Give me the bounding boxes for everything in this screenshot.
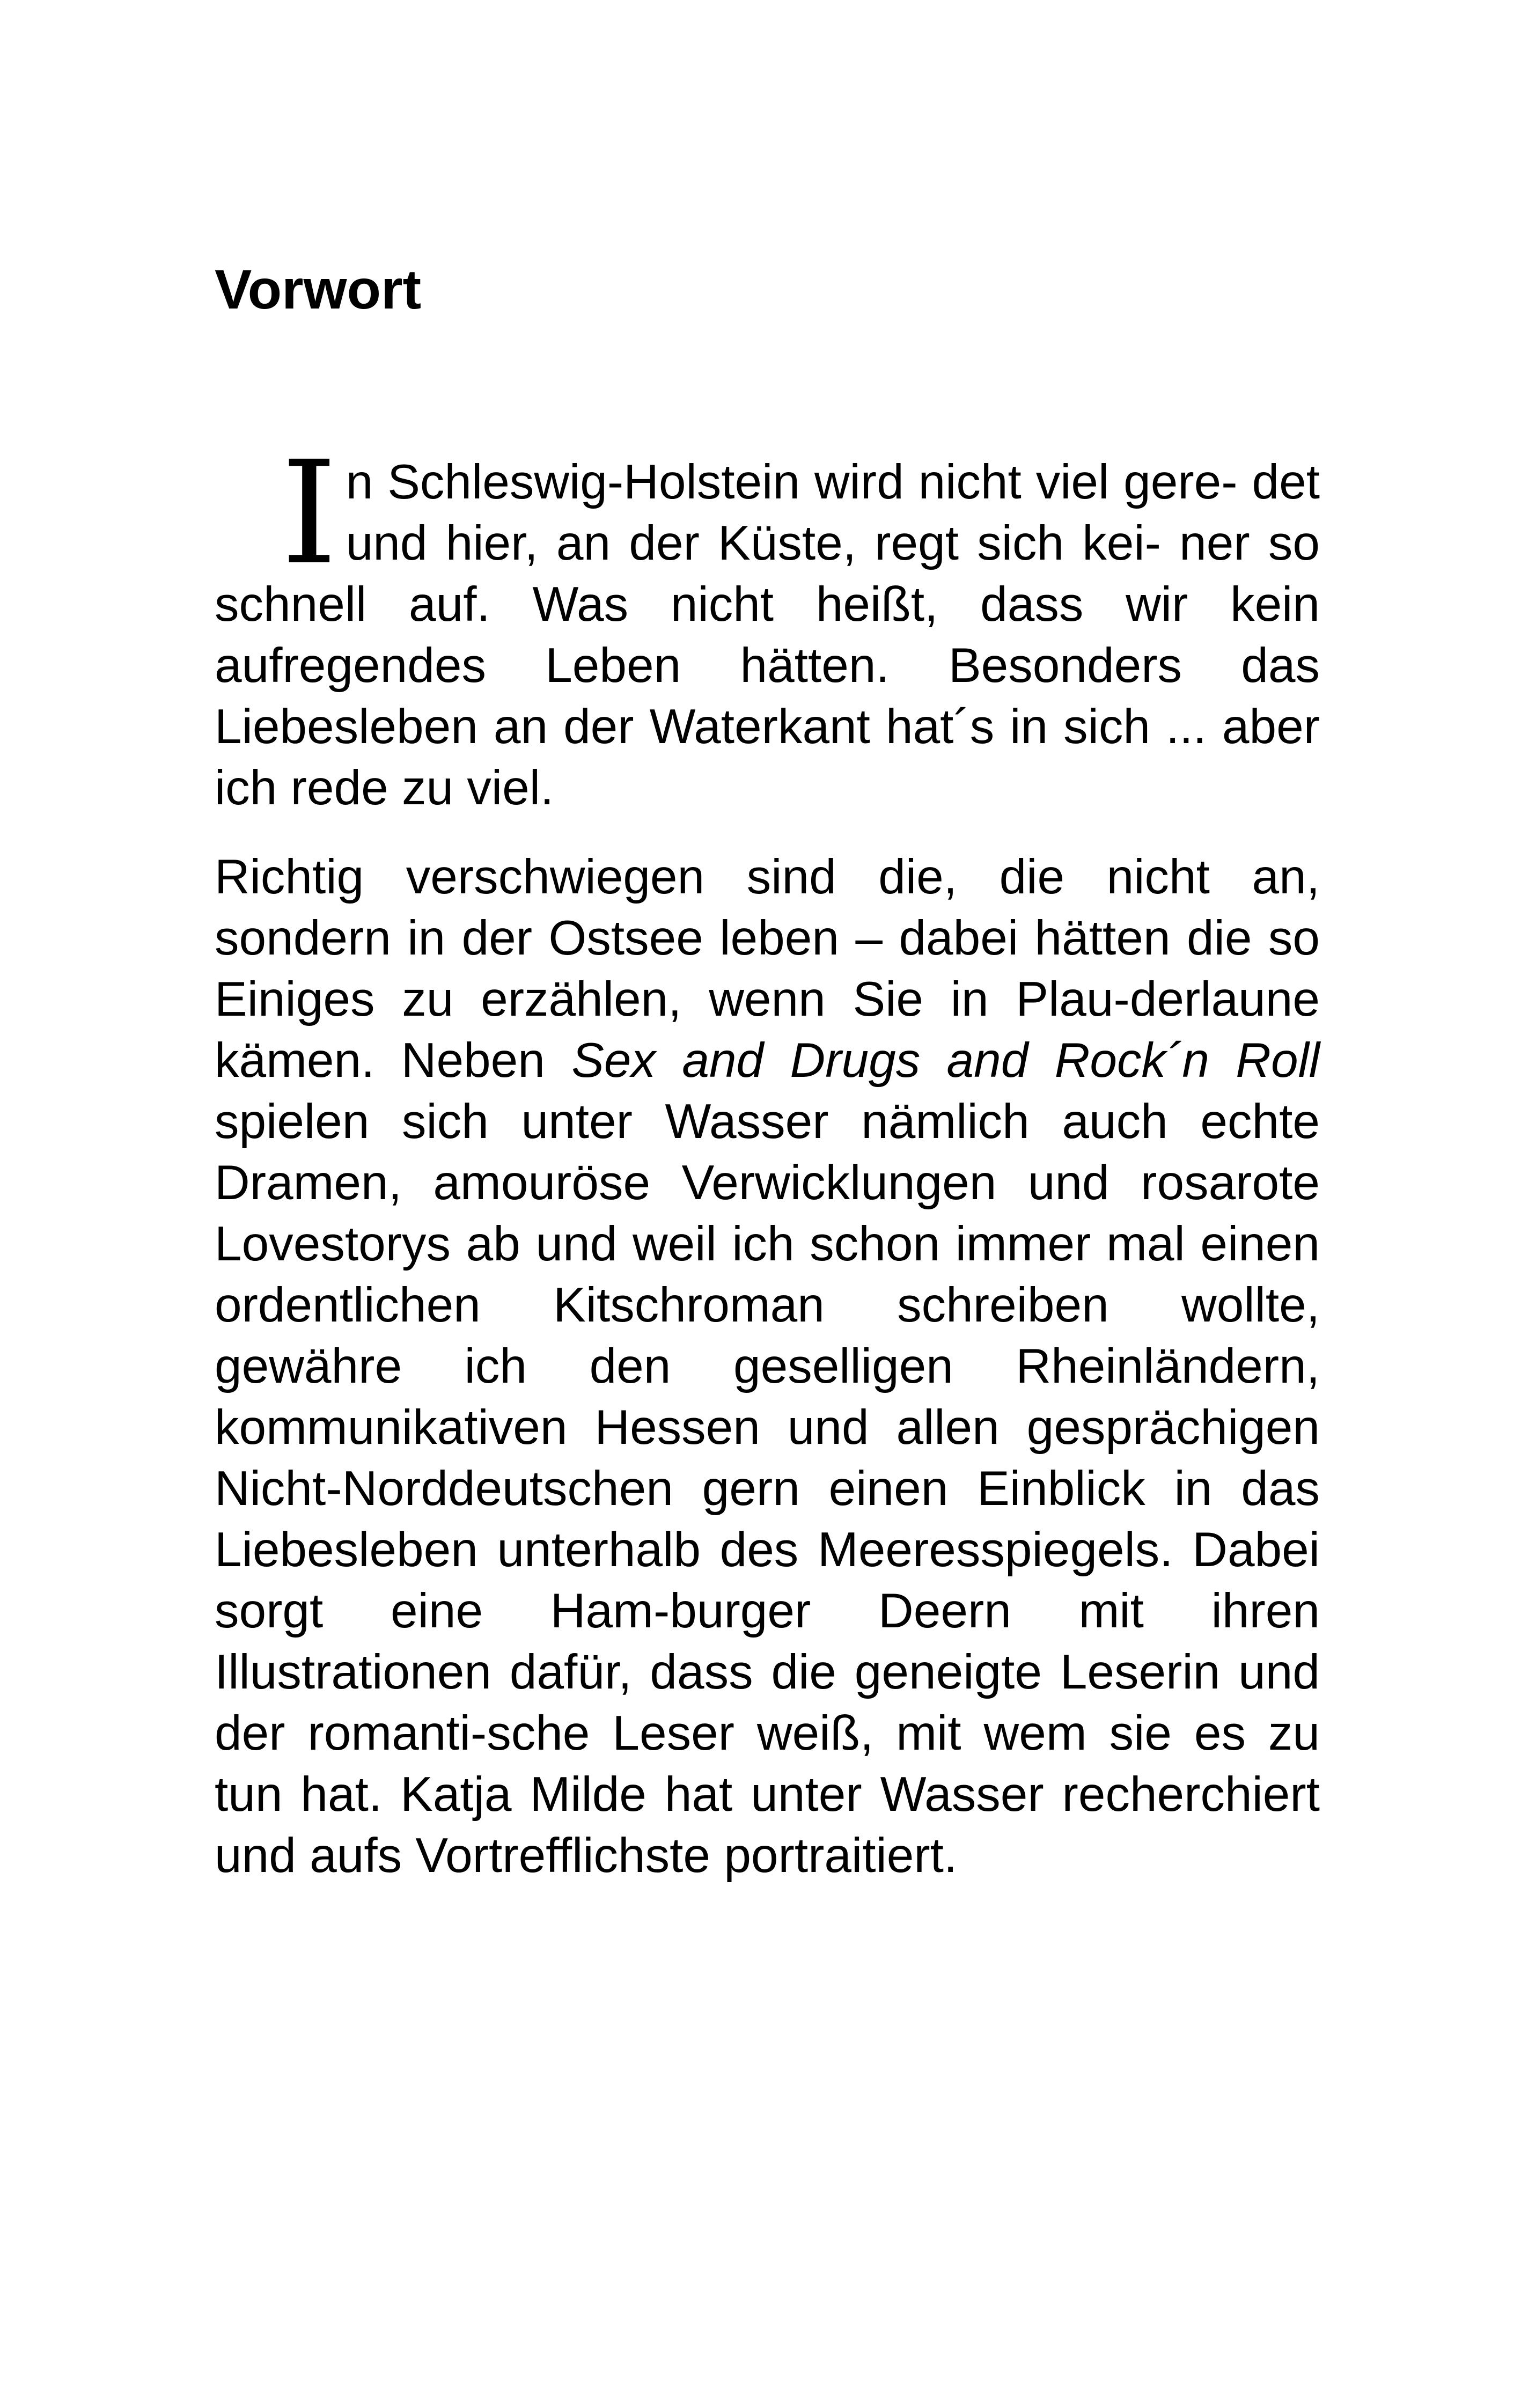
page-content [215,252,1320,1886]
paragraph-intro [215,431,1320,819]
paragraph-main-text-start: Richtig verschwiegen sind die, die nicht an, sondern in der Ostsee leben – dabei hätten die so Einiges zu erzählen, wenn Sie in Plau-derlaune kämen. Neben [215,850,1320,1088]
paragraph-main [215,847,1320,1886]
paragraph-intro-line: ner so schnell auf. Was nicht heißt, dass wir [215,516,1320,632]
paragraph-main-text-end: spielen sich unter Wasser nämlich auch echte Dramen, amouröse Verwicklungen und rosarote Lovestorys ab und weil ich schon immer mal einen ordentlichen Kitschroman schreiben wollte, gewähre ich den geselligen Rheinländern, kommunikativen Hessen und allen gesprächigen Nicht-Norddeutschen gern einen Einblick in das Liebesleben unterhalb des Meeresspiegels. Dabei sorgt eine Ham-burger Deern mit ihren Illustrationen dafür, dass die geneigte Leserin und der romanti-sche Leser weiß, mit wem sie es zu tun hat. Katja Milde hat unter Wasser recherchiert und aufs Vortrefflichste portraitiert. [215,1095,1320,1883]
drop-cap: I [281,431,337,596]
chapter-title: Vorwort [215,259,422,321]
paragraph-intro-line: sich ... aber ich rede zu viel. [215,700,1320,815]
paragraph-main-italic-phrase: Sex and Drugs and Rock´n Roll [571,1033,1320,1088]
paragraph-intro-line: kein aufregendes Leben hätten. Besonders [215,577,1320,693]
paragraph-intro-line: das Liebesleben an der Waterkant hat´s in [215,638,1320,754]
paragraph-intro-line: n Schleswig-Holstein wird nicht viel gere- [346,455,1238,509]
paragraph-intro-line: det und hier, an der Küste, regt sich kei- [346,455,1320,570]
